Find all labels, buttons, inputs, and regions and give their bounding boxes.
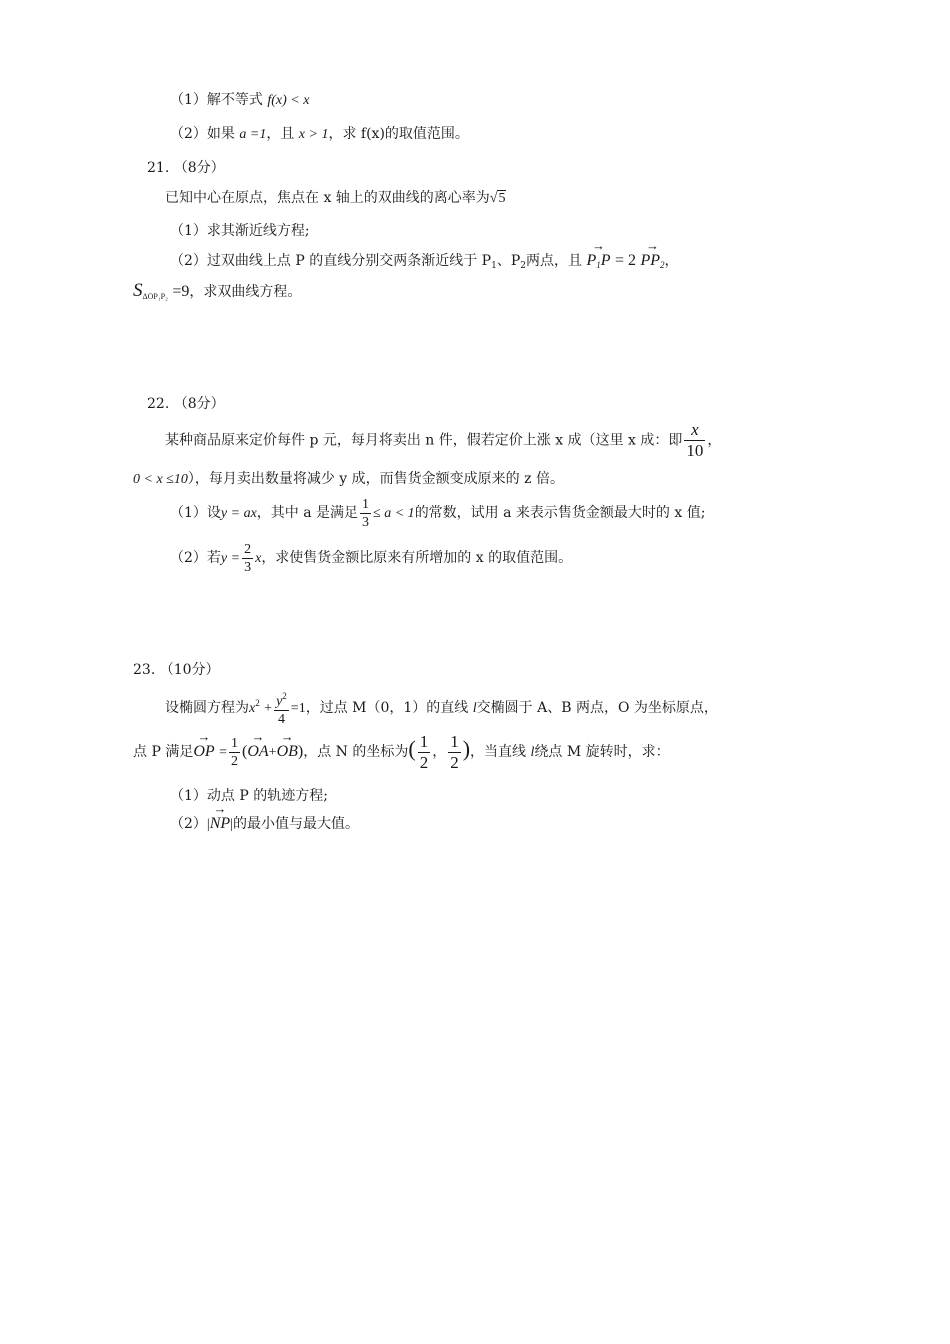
q22-part1-b: ，其中 a 是满足 [256,505,359,521]
q22-stem-text: 某种商品原来定价每件 p 元，每月将卖出 n 件，假若定价上涨 x 成（这里 x 成：即 [165,432,683,449]
q22-header: 22. （8分） [147,396,225,412]
q22-part1-a: （1）设 [170,505,221,521]
q23-stem-c: 交椭圆于 A、B 两点，O 为坐标原点， [476,700,718,716]
q21-stem-text: 已知中心在原点，焦点在 x 轴上的双曲线的离心率为 [165,190,490,206]
vector-op: → OP [193,731,214,773]
q22-stem [165,420,721,461]
fraction-y2-over-4: $\frac{y^2}{4}$ [274,688,289,728]
q23-stem-a: 设椭圆方程为 [165,700,249,716]
q20-part2-mid: ，且 [266,126,295,142]
fraction-two-thirds: $\frac{2}{3}$ [244,541,252,575]
q20-part2-label: （2）如果 [170,126,235,142]
q23-stem-b: ，过点 M（0，1）的直线 [305,700,469,716]
q23-header: 23. （10分） [133,662,220,678]
q21-part2 [170,251,679,276]
q22-range: 0 < x ≤10 [133,472,188,487]
q22-part1-c: 的常数，试用 a 来表示售货金额最大时的 x 值; [414,505,706,521]
q20-part2-x: x > 1 [298,127,329,142]
q23-x-sup: 2 [255,698,260,708]
q23-eq: = [219,745,228,760]
vector-pp2: → $PP_2$ [640,251,664,275]
q22-part2-x: x [255,551,262,566]
paren-close: ) [297,743,304,760]
q22-part2-a: （2）若 [170,550,221,566]
q21-part2-b: 、P [496,253,521,269]
q21-area [133,281,301,307]
q22-part1-y: y = ax [220,506,257,521]
q21-eq: = 2 [614,252,636,269]
vector-oa: → OA [247,731,268,773]
q21-tail: ，求双曲线方程。 [189,284,302,300]
q23-stem [165,683,718,729]
q22-line2-text: ），每月卖出数量将减少 y 成，而售货金额变成原来的 z 倍。 [187,471,564,487]
area-subscript: ΔOP₁P₂ [142,292,168,301]
q21-stem [165,188,506,209]
q23-plus: + [264,701,273,716]
q20-part2-a: a =1 [239,127,267,142]
q23-x: x [249,701,256,716]
paren-open: ( [242,743,248,760]
line-l-1: l [472,701,477,716]
q23-part1: （1）动点 P 的轨迹方程; [170,788,328,804]
q23-line2-a: 点 P 满足 [133,744,194,760]
vector-p1p: → $P_1P$ [586,251,610,275]
fraction-one-third: $\frac{1}{3}$ [362,496,370,530]
sqrt-sign: √ [489,191,498,206]
q22-stem-end: ， [707,432,722,449]
q22-line2 [133,469,564,490]
q22-part1-ineq: ≤ a < 1 [373,506,415,521]
q23-plus2: + [268,745,277,760]
q23-part2-b: 的最小值与最大值。 [233,816,359,832]
q23-line2-d: 绕点 M 旋转时，求： [534,744,670,760]
q20-part1 [170,90,309,111]
fraction-one-half: $\frac{1}{2}$ [231,735,239,769]
q21-part1: （1）求其渐近线方程; [170,223,310,239]
q20-part2 [170,124,469,145]
q22-part2-y: y = [220,551,241,566]
q20-part1-math: f(x) < x [267,93,310,108]
q22-part2-b: ，求使售货金额比原来有所增加的 x 的取值范围。 [261,550,573,566]
fraction-n2: $\frac{1}{2}$ [450,731,459,772]
sub-1: 1 [491,261,497,271]
area-symbol: S [133,280,143,301]
area-eq: =9 [172,283,190,300]
abs-bar-right: | [230,817,233,832]
q22-part2 [170,539,572,578]
q20-part1-label: （1）解不等式 [170,92,263,108]
q23-part2-a: （2） [170,816,207,832]
fraction-x-over-10: $\frac{x}{10}$ [686,420,704,460]
n-paren-open: ( [408,736,416,761]
sqrt-value: 5 [498,191,506,206]
q21-comma: ， [664,253,679,269]
fraction-n1: $\frac{1}{2}$ [419,731,429,772]
q21-part2-c: 两点，且 [526,253,582,269]
q23-line2-b: ，点 N 的坐标为 [303,744,409,760]
sub-2: 2 [520,261,526,271]
q21-part2-a: （2）过双曲线上点 P 的直线分别交两条渐近线于 P [170,253,492,269]
abs-bar-left: | [206,817,210,832]
vector-ob: → OB [277,731,298,773]
q23-eq1: =1 [290,701,306,716]
q23-line2-c: ，当直线 [470,744,527,760]
q23-part2 [170,814,359,835]
q22-part1 [170,494,705,533]
n-paren-close: ) [462,736,471,761]
q21-header: 21. （8分） [147,160,225,176]
q23-line2 [133,728,670,774]
vector-np: → NP [210,814,230,834]
q20-part2-end: ，求 f(x)的取值范围。 [328,126,469,142]
n-comma: ， [432,744,447,760]
line-l-2: l [530,745,535,760]
